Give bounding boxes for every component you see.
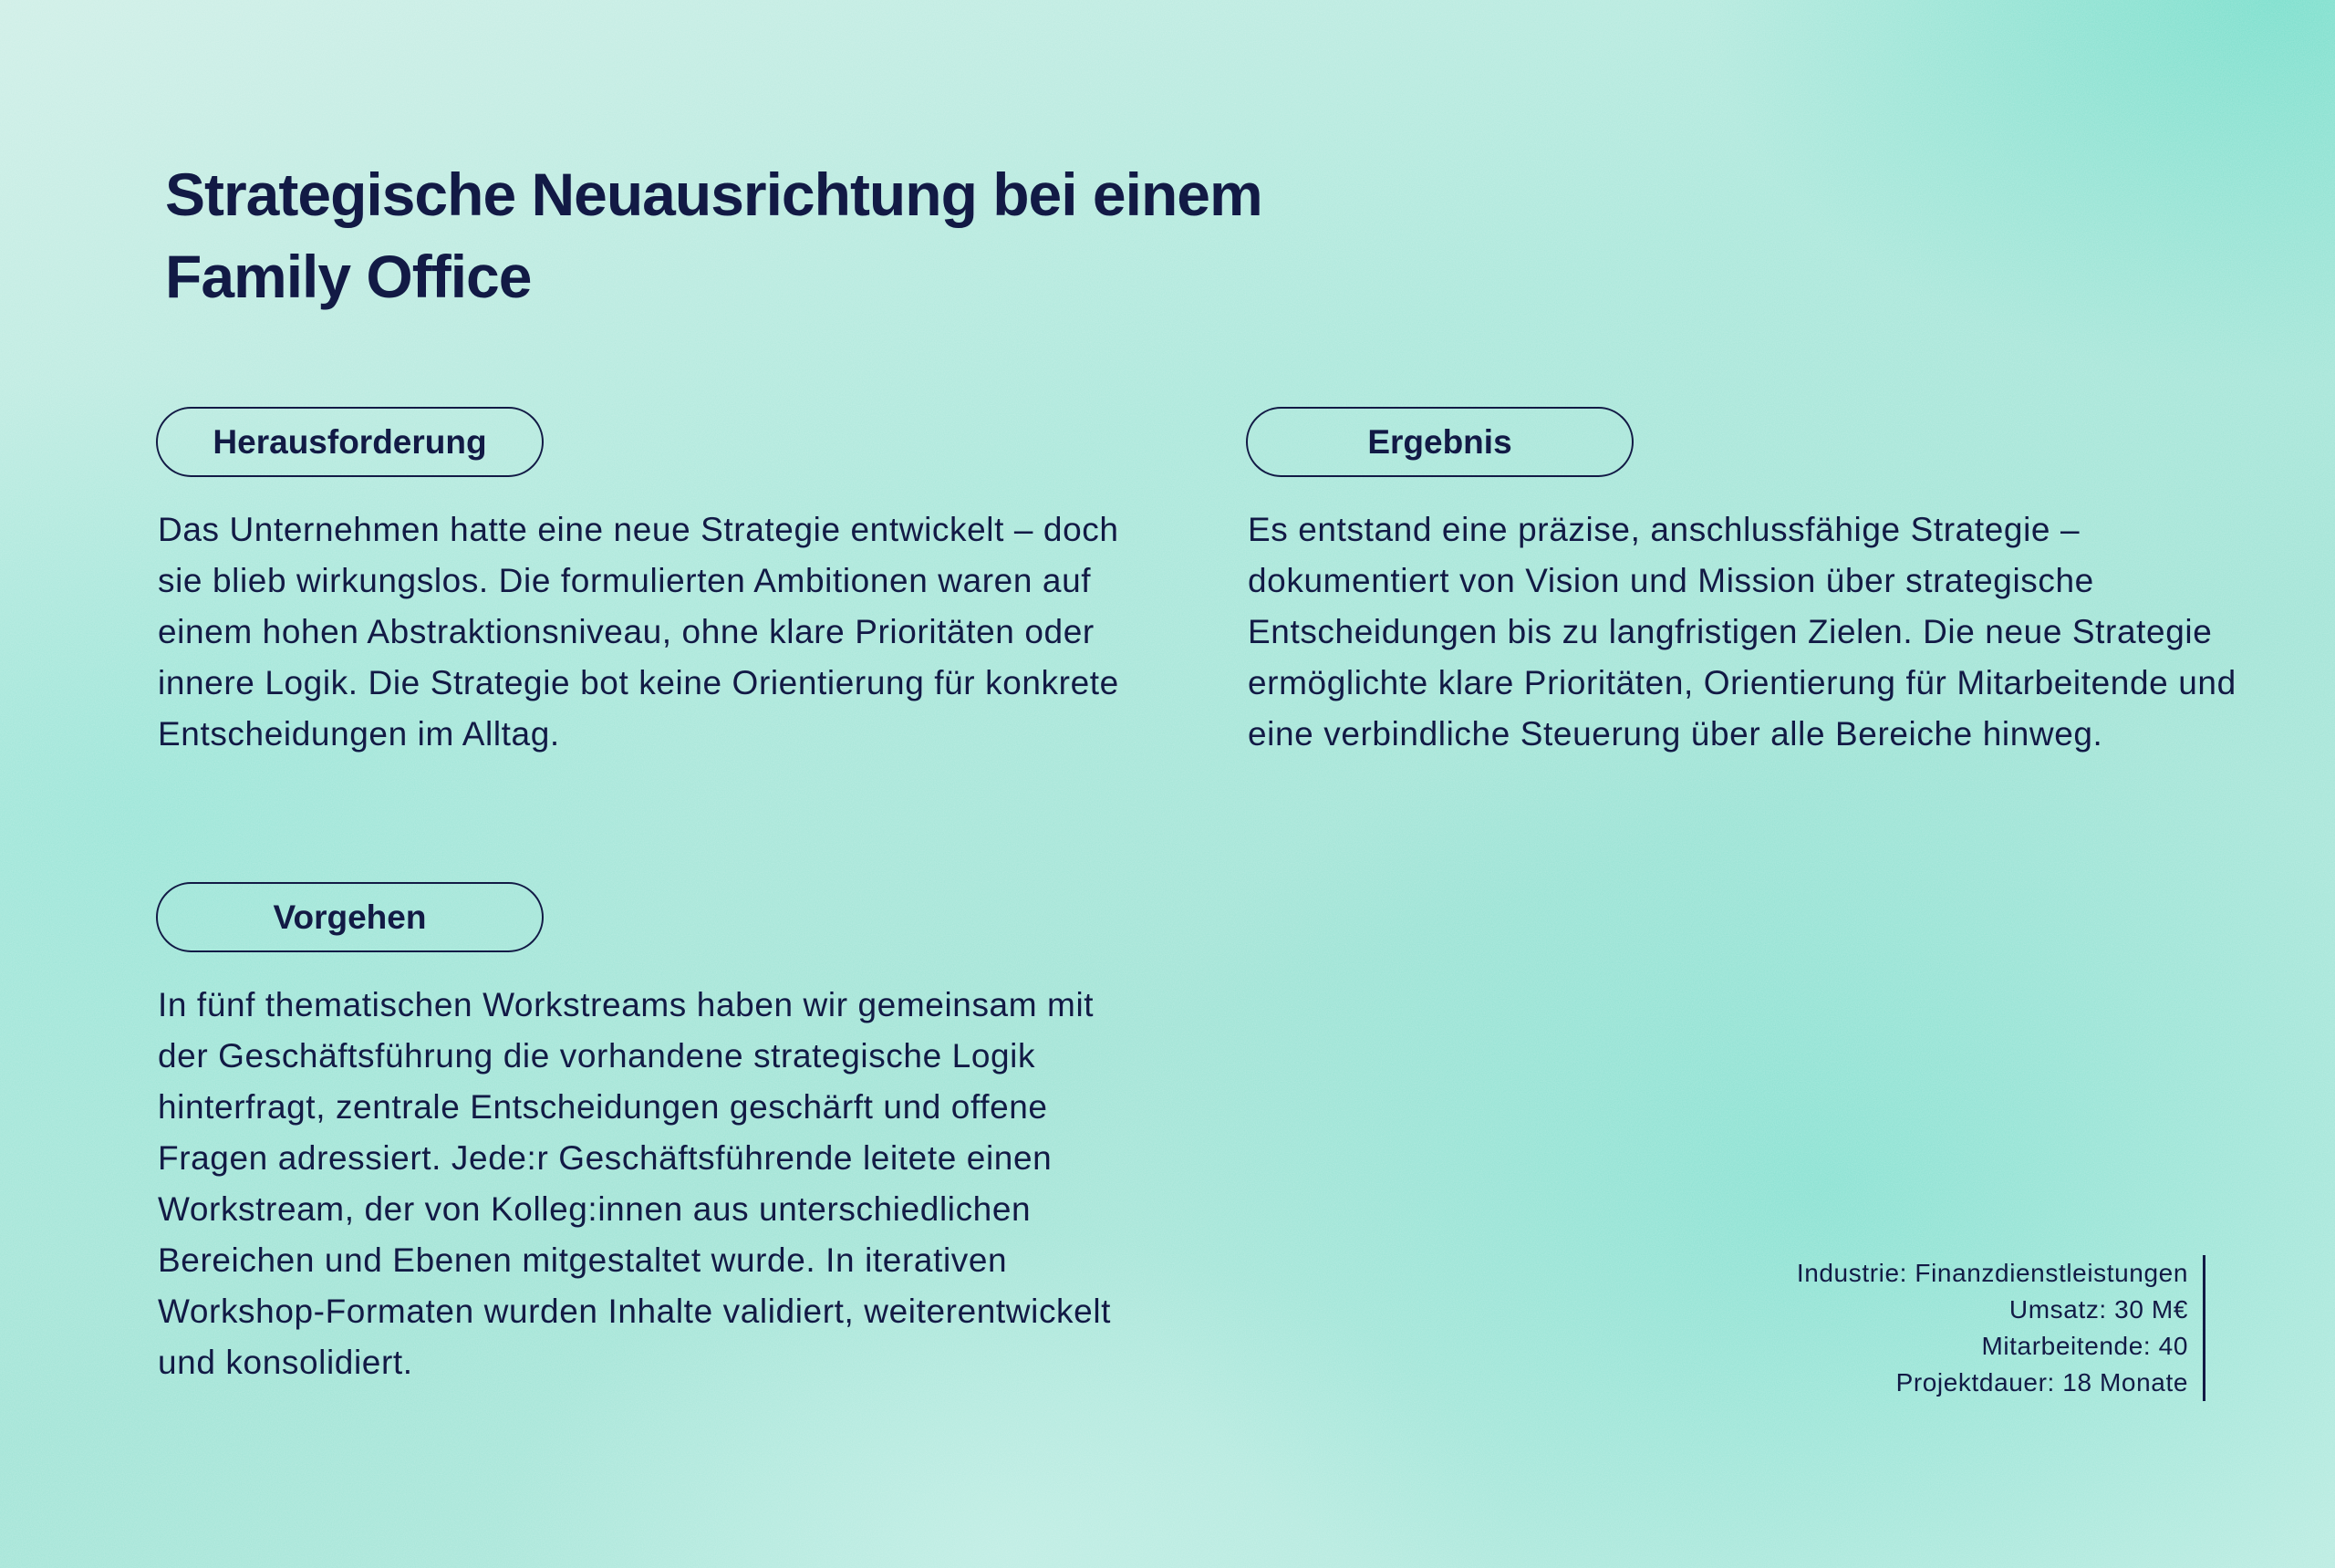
approach-text: In fünf thematischen Workstreams haben wir gemeinsam mit der Geschäftsführung die vorhandene strategische Logik hinterfragt, zentrale Entscheidungen geschärft und offene Fragen adressiert. Jede:r Geschäftsführende leitete einen Workstream, der von Kolleg:innen aus unterschiedlichen Bereichen und Ebenen mitgestaltet wurde. In iterativen Workshop-Formaten wurden Inhalte validiert, weiterentwickelt und konsolidiert. (158, 986, 1112, 1381)
fact-employees: Mitarbeitende: 40 (1981, 1332, 2188, 1360)
result-section (1246, 407, 2240, 760)
page-title (165, 153, 1533, 317)
challenge-section (156, 407, 1132, 760)
fact-revenue: Umsatz: 30 M€ (2008, 1295, 2188, 1324)
result-label-pill: Ergebnis (1246, 407, 1634, 477)
fact-duration: Projektdauer: 18 Monate (1895, 1368, 2188, 1397)
approach-label-pill: Vorgehen (156, 882, 544, 952)
project-facts (1797, 1255, 2205, 1401)
title-line-2: Family Office (165, 243, 532, 310)
result-text: Es entstand eine präzise, anschlussfähige Strategie – dokumentiert von Vision und Mission über strategische Entscheidungen bis zu langfristigen Zielen. Die neue Strategie ermöglichte klare Prioritäten, Orientierung für Mitarbeitende und eine verbindliche Steuerung über alle Bereiche hinweg. (1248, 511, 2236, 753)
title-line-1: Strategische Neuausrichtung bei einem (165, 161, 1262, 228)
approach-section (156, 882, 1132, 1388)
challenge-label-pill: Herausforderung (156, 407, 544, 477)
challenge-text: Das Unternehmen hatte eine neue Strategie entwickelt – doch sie blieb wirkungslos. Die formulierten Ambitionen waren auf einem hohen Abstraktionsniveau, ohne klare Prioritäten oder innere Logik. Die Strategie bot keine Orientierung für konkrete Entscheidungen im Alltag. (158, 511, 1119, 753)
fact-industry: Industrie: Finanzdienstleistungen (1796, 1259, 2188, 1287)
